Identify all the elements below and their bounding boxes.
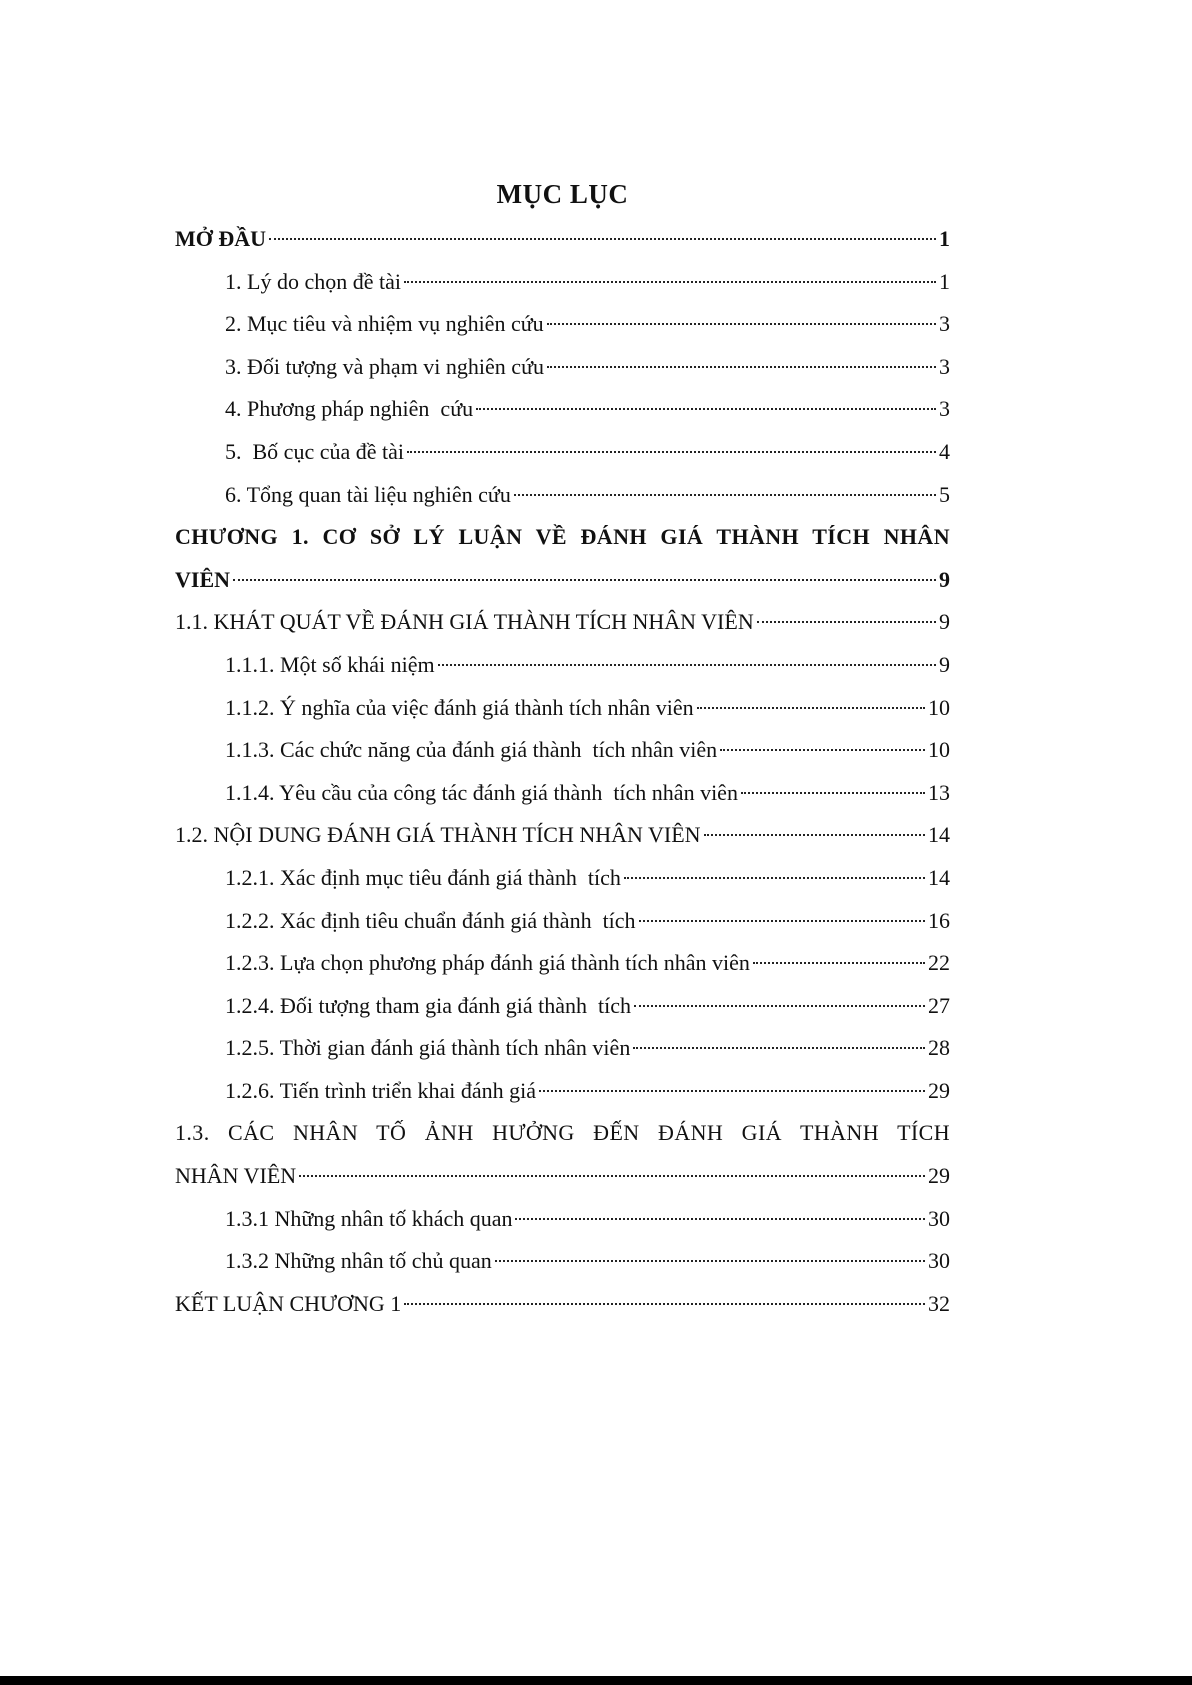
dot-leader: [476, 408, 936, 410]
dot-leader: [547, 366, 936, 368]
toc-entry-page: 14: [928, 864, 950, 890]
dot-leader: [741, 792, 925, 794]
toc-entry-label: 1.2.4. Đối tượng tham gia đánh giá thành tích: [225, 992, 632, 1018]
toc-entry-label: 1.3.2 Những nhân tố chủ quan: [225, 1248, 492, 1274]
toc-entry-1-2[interactable]: [175, 814, 950, 857]
dot-leader: [639, 920, 925, 922]
toc-entry-1-2-6[interactable]: [175, 1070, 950, 1113]
toc-entry-label: 1.3. CÁC NHÂN TỐ ẢNH HƯỞNG ĐẾN ĐÁNH GIÁ THÀNH TÍCH: [175, 1120, 950, 1146]
toc-entry-1-3-1[interactable]: [175, 1198, 950, 1241]
dot-leader: [404, 281, 936, 283]
toc-entry-page: 27: [928, 992, 950, 1018]
toc-entry-label: 4. Phương pháp nghiên cứu: [225, 396, 474, 422]
toc-entry-1-1-4[interactable]: [175, 772, 950, 815]
dot-leader: [704, 834, 925, 836]
toc-entry-label: CHƯƠNG 1. CƠ SỞ LÝ LUẬN VỀ ĐÁNH GIÁ THÀNH TÍCH NHÂN: [175, 524, 950, 550]
toc-entry-label: MỞ ĐẦU: [175, 226, 267, 251]
toc-entry-1-1-1[interactable]: [175, 644, 950, 687]
toc-entry-1-2-4[interactable]: [175, 985, 950, 1028]
toc-entry-page: 10: [928, 737, 950, 763]
dot-leader: [633, 1047, 925, 1049]
toc-entry-label: 2. Mục tiêu và nhiệm vụ nghiên cứu: [225, 311, 544, 337]
toc-entry-page: 32: [928, 1290, 950, 1316]
bottom-border: [0, 1676, 1192, 1685]
toc-entry-chapter-1-line-1[interactable]: [175, 516, 950, 559]
toc-entry-1-2-5[interactable]: [175, 1027, 950, 1070]
toc-entry-page: 3: [939, 353, 950, 379]
toc-entry-3[interactable]: [175, 346, 950, 389]
toc-entry-label: 6. Tổng quan tài liệu nghiên cứu: [225, 481, 511, 507]
toc-entry-page: 14: [928, 822, 950, 848]
dot-leader: [299, 1175, 925, 1177]
toc-entry-label: NHÂN VIÊN: [175, 1163, 297, 1189]
dot-leader: [624, 877, 925, 879]
toc-entry-1-3-line-1[interactable]: [175, 1112, 950, 1155]
toc-entry-page: 3: [939, 311, 950, 337]
toc-entry-label: 1.3.1 Những nhân tố khách quan: [225, 1205, 513, 1231]
table-of-contents: [175, 170, 950, 1325]
dot-leader: [515, 1218, 925, 1220]
toc-entry-label: 1. Lý do chọn đề tài: [225, 268, 401, 294]
toc-entry-ket-luan-chuong-1[interactable]: [175, 1283, 950, 1326]
dot-leader: [233, 579, 936, 581]
toc-entry-chapter-1-line-2[interactable]: [175, 559, 950, 602]
dot-leader: [697, 707, 925, 709]
toc-entry-label: 3. Đối tượng và phạm vi nghiên cứu: [225, 353, 544, 379]
toc-entry-2[interactable]: [175, 303, 950, 346]
toc-entry-label: 1.2.6. Tiến trình triển khai đánh giá: [225, 1077, 537, 1103]
toc-entry-label: 1.2.3. Lựa chọn phương pháp đánh giá thành tích nhân viên: [225, 950, 750, 976]
toc-entry-4[interactable]: [175, 388, 950, 431]
dot-leader: [720, 749, 925, 751]
toc-entry-page: 9: [939, 566, 950, 592]
toc-entry-1-1[interactable]: [175, 601, 950, 644]
toc-entry-mo-dau[interactable]: [175, 218, 950, 261]
toc-entry-page: 22: [928, 950, 950, 976]
toc-entries: [175, 218, 950, 1325]
dot-leader: [438, 664, 936, 666]
toc-entry-label: 1.2. NỘI DUNG ĐÁNH GIÁ THÀNH TÍCH NHÂN VIÊN: [175, 822, 701, 848]
toc-entry-1-2-3[interactable]: [175, 942, 950, 985]
toc-entry-page: 29: [928, 1163, 950, 1189]
dot-leader: [757, 621, 936, 623]
toc-entry-label: KẾT LUẬN CHƯƠNG 1: [175, 1290, 402, 1316]
dot-leader: [539, 1090, 925, 1092]
toc-entry-label: 1.1.2. Ý nghĩa của việc đánh giá thành tích nhân viên: [225, 694, 694, 720]
dot-leader: [404, 1303, 925, 1305]
toc-entry-1-3-2[interactable]: [175, 1240, 950, 1283]
toc-entry-label: 5. Bố cục của đề tài: [225, 438, 404, 464]
toc-entry-page: 4: [939, 438, 950, 464]
toc-entry-label: 1.1. KHÁT QUÁT VỀ ĐÁNH GIÁ THÀNH TÍCH NHÂN VIÊN: [175, 609, 754, 635]
toc-entry-page: 1: [939, 226, 950, 251]
dot-leader: [753, 962, 925, 964]
toc-entry-6[interactable]: [175, 474, 950, 517]
toc-entry-label: 1.2.2. Xác định tiêu chuẩn đánh giá thành tích: [225, 907, 636, 933]
dot-leader: [495, 1260, 925, 1262]
toc-entry-label: 1.2.5. Thời gian đánh giá thành tích nhân viên: [225, 1035, 631, 1061]
toc-entry-1-2-2[interactable]: [175, 900, 950, 943]
toc-entry-page: 13: [928, 779, 950, 805]
dot-leader: [269, 238, 936, 240]
dot-leader: [514, 494, 936, 496]
toc-entry-1-1-3[interactable]: [175, 729, 950, 772]
toc-entry-label: 1.2.1. Xác định mục tiêu đánh giá thành tích: [225, 864, 621, 890]
dot-leader: [547, 323, 936, 325]
toc-entry-page: 9: [939, 609, 950, 635]
toc-entry-label: 1.1.1. Một số khái niệm: [225, 651, 435, 677]
toc-title: MỤC LỤC: [496, 179, 629, 209]
toc-entry-page: 29: [928, 1077, 950, 1103]
toc-entry-page: 5: [939, 481, 950, 507]
dot-leader: [634, 1005, 925, 1007]
dot-leader: [407, 451, 936, 453]
toc-entry-1-2-1[interactable]: [175, 857, 950, 900]
toc-entry-page: 28: [928, 1035, 950, 1061]
toc-entry-page: 9: [939, 651, 950, 677]
toc-entry-1-3-line-2[interactable]: [175, 1155, 950, 1198]
toc-entry-page: 30: [928, 1248, 950, 1274]
toc-entry-1[interactable]: [175, 261, 950, 304]
toc-entry-1-1-2[interactable]: [175, 687, 950, 730]
toc-entry-page: 1: [939, 268, 950, 294]
toc-entry-page: 3: [939, 396, 950, 422]
toc-entry-label: VIÊN: [175, 566, 231, 592]
toc-entry-5[interactable]: [175, 431, 950, 474]
toc-entry-page: 30: [928, 1205, 950, 1231]
toc-entry-page: 16: [928, 907, 950, 933]
toc-entry-page: 10: [928, 694, 950, 720]
toc-entry-label: 1.1.4. Yêu cầu của công tác đánh giá thành tích nhân viên: [225, 779, 738, 805]
toc-entry-label: 1.1.3. Các chức năng của đánh giá thành tích nhân viên: [225, 737, 718, 763]
